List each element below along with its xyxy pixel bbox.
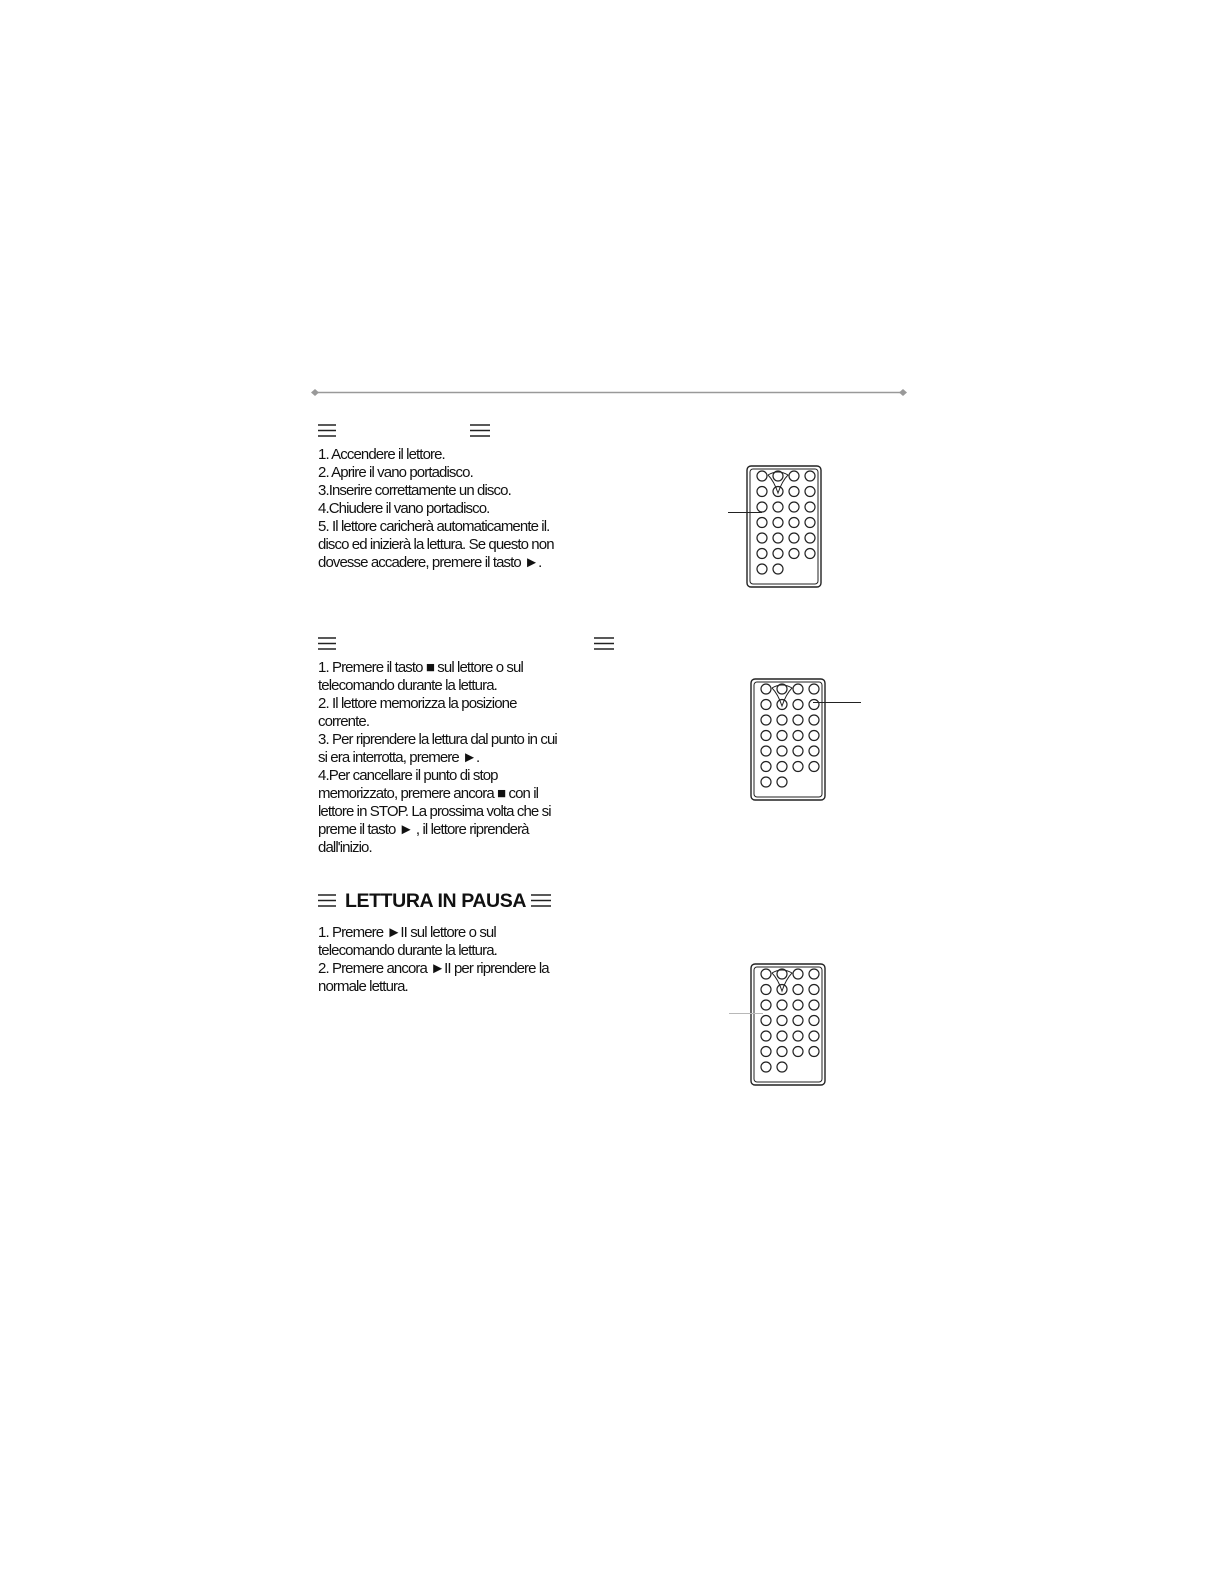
remote-button-icon	[761, 715, 771, 725]
remote-button-icon	[777, 1000, 787, 1010]
instruction-line: 1. Accendere il lettore.	[318, 446, 445, 463]
remote-button-icon	[809, 746, 819, 756]
section-heading	[318, 888, 628, 914]
remote-button-icon	[777, 731, 787, 741]
remote-button-icon	[777, 777, 787, 787]
instruction-list	[318, 446, 628, 572]
remote-button-icon	[761, 746, 771, 756]
remote-button-icon	[757, 549, 767, 559]
remote-button-icon	[761, 969, 771, 979]
remote-button-icon	[761, 700, 771, 710]
remote-button-icon	[789, 533, 799, 543]
triple-line-icon	[531, 894, 551, 908]
callout-line	[728, 512, 762, 513]
remote-button-icon	[761, 731, 771, 741]
remote-button-icon	[777, 1062, 787, 1072]
remote-button-icon	[761, 1031, 771, 1041]
triple-line-icon	[318, 894, 336, 908]
remote-button-icon	[789, 471, 799, 481]
remote-button-icon	[809, 731, 819, 741]
remote-button-icon	[773, 549, 783, 559]
remote-button-icon	[809, 700, 819, 710]
instruction-line: 3. Per riprendere la lettura dal punto in cui	[318, 731, 557, 748]
section-play	[318, 424, 628, 572]
section-title: LETTURA IN PAUSA	[345, 889, 527, 912]
remote-button-icon	[773, 533, 783, 543]
section-heading	[318, 637, 628, 659]
remote-button-icon	[809, 715, 819, 725]
remote-button-icon	[793, 969, 803, 979]
remote-button-icon	[793, 1031, 803, 1041]
remote-button-icon	[789, 502, 799, 512]
remote-button-icon	[761, 777, 771, 787]
remote-button-icon	[761, 1016, 771, 1026]
callout-line	[813, 702, 861, 703]
section-divider	[311, 389, 907, 396]
remote-button-icon	[809, 985, 819, 995]
remote-button-icon	[757, 518, 767, 528]
instruction-line: 4.Per cancellare il punto di stop	[318, 767, 498, 784]
remote-button-icon	[805, 471, 815, 481]
remote-button-icon	[777, 1016, 787, 1026]
remote-button-icon	[757, 533, 767, 543]
remote-button-icon	[777, 762, 787, 772]
remote-button-icon	[809, 1000, 819, 1010]
remote-button-icon	[793, 762, 803, 772]
remote-button-icon	[793, 700, 803, 710]
section-heading	[318, 424, 628, 446]
remote-button-icon	[757, 471, 767, 481]
instruction-line: lettore in STOP. La prossima volta che si	[318, 803, 551, 820]
instruction-line: telecomando durante la lettura.	[318, 942, 497, 959]
remote-button-icon	[809, 684, 819, 694]
section-pause	[318, 888, 628, 996]
remote-button-icon	[757, 502, 767, 512]
remote-button-icon	[805, 487, 815, 497]
instruction-line: si era interrotta, premere ►.	[318, 749, 480, 766]
remote-button-icon	[777, 715, 787, 725]
remote-button-icon	[773, 518, 783, 528]
instruction-line: dovesse accadere, premere il tasto ►.	[318, 554, 542, 571]
instruction-line: 5. Il lettore caricherà automaticamente il.	[318, 518, 550, 535]
remote-button-icon	[793, 1047, 803, 1057]
instruction-line: 1. Premere il tasto ■ sul lettore o sul	[318, 659, 523, 676]
remote-button-icon	[805, 533, 815, 543]
remote-control-icon	[746, 465, 826, 590]
instruction-list	[318, 924, 628, 996]
instruction-line: preme il tasto ► , il lettore riprenderà	[318, 821, 529, 838]
remote-button-icon	[789, 518, 799, 528]
remote-button-icon	[793, 715, 803, 725]
remote-button-icon	[777, 1031, 787, 1041]
remote-button-icon	[761, 985, 771, 995]
remote-button-icon	[809, 762, 819, 772]
remote-button-icon	[761, 1000, 771, 1010]
remote-button-icon	[805, 518, 815, 528]
section-stop	[318, 637, 628, 857]
remote-button-icon	[793, 746, 803, 756]
instruction-line: 1. Premere ►II sul lettore o sul	[318, 924, 496, 941]
instruction-line: dall'inizio.	[318, 839, 372, 856]
remote-button-icon	[809, 969, 819, 979]
instruction-line: memorizzato, premere ancora ■ con il	[318, 785, 539, 802]
remote-button-icon	[761, 1047, 771, 1057]
remote-control-icon	[750, 678, 830, 803]
remote-button-icon	[761, 684, 771, 694]
triple-line-icon	[318, 637, 336, 651]
triple-line-icon	[318, 424, 336, 438]
instruction-line: 2. Il lettore memorizza la posizione	[318, 695, 517, 712]
remote-button-icon	[761, 1062, 771, 1072]
instruction-line: disco ed inizierà la lettura. Se questo non	[318, 536, 554, 553]
remote-button-icon	[809, 1016, 819, 1026]
remote-button-icon	[777, 746, 787, 756]
remote-button-icon	[757, 487, 767, 497]
instruction-line: telecomando durante la lettura.	[318, 677, 497, 694]
remote-button-icon	[789, 487, 799, 497]
remote-button-icon	[805, 502, 815, 512]
triple-line-icon	[470, 424, 490, 438]
instruction-list	[318, 659, 628, 857]
remote-button-icon	[809, 1047, 819, 1057]
instruction-line: 4.Chiudere il vano portadisco.	[318, 500, 490, 517]
remote-button-icon	[793, 1016, 803, 1026]
instruction-line: corrente.	[318, 713, 370, 730]
instruction-line: 2. Aprire il vano portadisco.	[318, 464, 473, 481]
remote-button-icon	[773, 564, 783, 574]
remote-button-icon	[761, 762, 771, 772]
remote-button-icon	[793, 684, 803, 694]
remote-button-icon	[809, 1031, 819, 1041]
remote-button-icon	[773, 502, 783, 512]
remote-button-icon	[777, 1047, 787, 1057]
triple-line-icon	[594, 637, 614, 651]
remote-button-icon	[789, 549, 799, 559]
callout-line	[729, 1013, 763, 1014]
remote-control-icon	[750, 963, 830, 1088]
instruction-line: 2. Premere ancora ►II per riprendere la	[318, 960, 549, 977]
remote-button-icon	[805, 549, 815, 559]
instruction-line: 3.Inserire correttamente un disco.	[318, 482, 511, 499]
remote-button-icon	[757, 564, 767, 574]
remote-button-icon	[793, 1000, 803, 1010]
remote-button-icon	[793, 985, 803, 995]
remote-button-icon	[793, 731, 803, 741]
instruction-line: normale lettura.	[318, 978, 408, 995]
